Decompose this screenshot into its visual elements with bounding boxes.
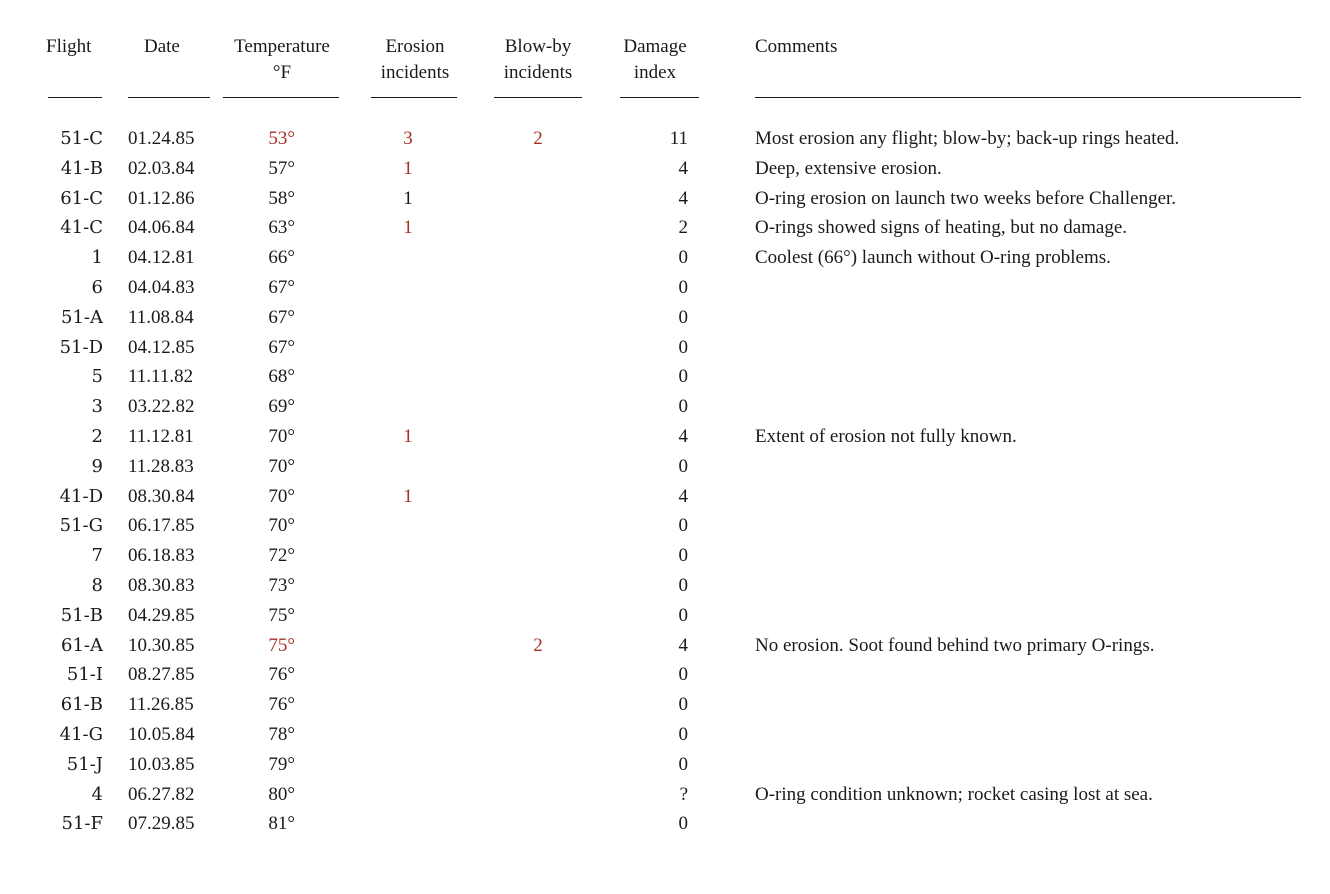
header-blowby-line1: Blow-by: [504, 36, 572, 57]
damage-index-cell: 0: [678, 575, 688, 596]
date-cell: 06.18.83: [128, 545, 195, 567]
date-cell: 08.30.83: [128, 575, 195, 596]
temperature-cell: 76°: [268, 664, 295, 686]
damage-index-cell: 4: [678, 634, 688, 656]
blowby-cell: 2: [533, 128, 543, 149]
temperature-cell: 68°: [268, 366, 295, 388]
erosion-cell: 3: [403, 128, 413, 149]
date-cell: 11.26.85: [128, 694, 194, 716]
flight-cell: 9: [91, 455, 103, 477]
table-row: [0, 780, 1330, 810]
header-temperature: [220, 34, 344, 86]
flight-cell: 51-G: [59, 515, 103, 537]
table-row: [0, 541, 1330, 571]
date-cell: 08.27.85: [128, 664, 195, 686]
date-cell: 11.08.84: [128, 306, 194, 328]
header-erosion-line1: Erosion: [385, 36, 445, 57]
table-row: [0, 184, 1330, 214]
temperature-cell: 76°: [268, 694, 295, 716]
date-cell: 11.28.83: [128, 455, 194, 477]
temperature-cell: 57°: [268, 157, 295, 179]
date-cell: 10.30.85: [128, 634, 195, 656]
header-flight: Flight: [46, 36, 92, 57]
damage-index-cell: 0: [678, 545, 688, 567]
damage-index-cell: 4: [678, 187, 688, 209]
date-cell: 04.29.85: [128, 604, 195, 626]
date-cell: 04.06.84: [128, 217, 195, 239]
date-cell: 08.30.84: [128, 485, 195, 507]
header-rule-temperature: [223, 97, 339, 98]
temperature-cell: 80°: [268, 783, 295, 805]
flight-cell: 51-B: [60, 604, 103, 626]
damage-index-cell: 0: [678, 753, 688, 775]
flight-cell: 4: [91, 783, 103, 805]
damage-index-cell: 0: [678, 366, 688, 388]
flight-cell: 41-B: [60, 157, 103, 179]
damage-index-cell: 0: [678, 694, 688, 716]
flight-cell: 5: [91, 366, 103, 388]
damage-index-cell: 0: [678, 515, 688, 537]
table-row: [0, 690, 1330, 720]
flight-cell: 61-C: [60, 187, 103, 209]
blowby-cell: 2: [533, 634, 543, 656]
header-blowby-line2: incidents: [503, 62, 573, 83]
header-blowby: [488, 34, 588, 86]
comment-cell: No erosion. Soot found behind two primary O-rings.: [755, 634, 1155, 656]
flight-cell: 8: [91, 575, 103, 596]
flight-cell: 51-A: [61, 306, 103, 328]
header-erosion: [365, 34, 465, 86]
header-damage: [610, 34, 700, 86]
flight-cell: 61-B: [60, 694, 103, 716]
table-row: [0, 720, 1330, 750]
damage-index-cell: 4: [678, 485, 688, 507]
header-rule-blowby: [494, 97, 582, 98]
flight-cell: 51-D: [59, 336, 103, 358]
temperature-cell: 72°: [268, 545, 295, 567]
flight-cell: 3: [91, 396, 103, 418]
table-row: [0, 303, 1330, 333]
table-row: [0, 213, 1330, 243]
damage-index-cell: 0: [678, 336, 688, 358]
date-cell: 04.04.83: [128, 277, 195, 298]
damage-index-cell: 4: [678, 426, 688, 447]
erosion-cell: 1: [403, 426, 413, 447]
date-cell: 03.22.82: [128, 396, 195, 418]
table-row: [0, 273, 1330, 303]
header-rule-damage: [620, 97, 699, 98]
temperature-cell: 70°: [268, 485, 295, 507]
table-row: [0, 333, 1330, 363]
temperature-cell: 53°: [268, 128, 295, 149]
temperature-cell: 66°: [268, 247, 295, 269]
header-comments: Comments: [755, 36, 838, 57]
header-rule-date: [128, 97, 210, 98]
header-rule-comments: [755, 97, 1301, 98]
date-cell: 04.12.85: [128, 336, 195, 358]
temperature-cell: 69°: [268, 396, 295, 418]
date-cell: 06.27.82: [128, 783, 195, 805]
header-rule-erosion: [371, 97, 457, 98]
flight-cell: 51-C: [60, 128, 103, 149]
comment-cell: Deep, extensive erosion.: [755, 157, 942, 179]
flight-cell: 51-J: [66, 753, 103, 775]
erosion-cell: 1: [403, 187, 413, 209]
table-row: [0, 362, 1330, 392]
damage-index-cell: 0: [678, 306, 688, 328]
flight-cell: 51-I: [66, 664, 103, 686]
comment-cell: O-ring condition unknown; rocket casing lost at sea.: [755, 783, 1153, 805]
damage-index-cell: ?: [679, 783, 688, 805]
temperature-cell: 78°: [268, 724, 295, 745]
comment-cell: Extent of erosion not fully known.: [755, 426, 1017, 447]
date-cell: 11.11.82: [128, 366, 194, 388]
damage-index-cell: 0: [678, 664, 688, 686]
temperature-cell: 70°: [268, 426, 295, 447]
table-row: [0, 571, 1330, 601]
temperature-cell: 67°: [268, 306, 295, 328]
temperature-cell: 70°: [268, 515, 295, 537]
table-row: [0, 154, 1330, 184]
comment-cell: O-rings showed signs of heating, but no damage.: [755, 217, 1128, 239]
erosion-cell: 1: [403, 157, 413, 179]
flight-cell: 51-F: [61, 813, 103, 835]
table-row: [0, 422, 1330, 452]
table-row: [0, 482, 1330, 512]
damage-index-cell: 4: [678, 157, 688, 179]
temperature-cell: 67°: [268, 277, 295, 298]
table-row: [0, 243, 1330, 273]
header-temperature-unit: °F: [272, 62, 292, 83]
flight-cell: 41-G: [59, 724, 103, 745]
date-cell: 01.24.85: [128, 128, 195, 149]
flight-cell: 41-D: [59, 485, 103, 507]
date-cell: 06.17.85: [128, 515, 195, 537]
table-row: [0, 392, 1330, 422]
table-row: [0, 511, 1330, 541]
date-cell: 10.03.85: [128, 753, 195, 775]
temperature-cell: 63°: [268, 217, 295, 239]
temperature-cell: 81°: [268, 813, 295, 835]
comment-cell: Coolest (66°) launch without O-ring problems.: [755, 247, 1111, 269]
table-row: [0, 124, 1330, 154]
temperature-cell: 67°: [268, 336, 295, 358]
flight-cell: 1: [91, 247, 103, 269]
damage-index-cell: 0: [678, 813, 688, 835]
date-cell: 02.03.84: [128, 157, 195, 179]
header-rule-flight: [48, 97, 102, 98]
temperature-cell: 58°: [268, 187, 295, 209]
flight-cell: 2: [91, 426, 103, 447]
table-row: [0, 601, 1330, 631]
header-date: Date: [144, 36, 180, 57]
date-cell: 01.12.86: [128, 187, 195, 209]
flight-cell: 61-A: [61, 634, 103, 656]
damage-index-cell: 0: [678, 604, 688, 626]
damage-index-cell: 0: [678, 396, 688, 418]
date-cell: 07.29.85: [128, 813, 195, 835]
table-row: [0, 750, 1330, 780]
damage-index-cell: 0: [678, 247, 688, 269]
header-temperature-line1: Temperature: [234, 36, 330, 57]
erosion-cell: 1: [403, 217, 413, 239]
temperature-cell: 70°: [268, 455, 295, 477]
flight-cell: 6: [91, 277, 103, 298]
damage-index-cell: 0: [678, 277, 688, 298]
table-row: [0, 452, 1330, 482]
damage-index-cell: 0: [678, 724, 688, 745]
damage-index-cell: 0: [678, 455, 688, 477]
date-cell: 10.05.84: [128, 724, 195, 745]
temperature-cell: 75°: [268, 634, 295, 656]
damage-index-cell: 2: [678, 217, 688, 239]
flight-cell: 41-C: [60, 217, 103, 239]
temperature-cell: 79°: [268, 753, 295, 775]
damage-index-cell: 11: [669, 128, 688, 149]
table-row: [0, 660, 1330, 690]
header-erosion-line2: incidents: [380, 62, 450, 83]
comment-cell: O-ring erosion on launch two weeks before Challenger.: [755, 187, 1177, 209]
table-row: [0, 809, 1330, 839]
table-row: [0, 631, 1330, 661]
header-damage-line1: Damage: [623, 36, 687, 57]
flight-cell: 7: [91, 545, 103, 567]
temperature-cell: 73°: [268, 575, 295, 596]
erosion-cell: 1: [403, 485, 413, 507]
date-cell: 04.12.81: [128, 247, 195, 269]
temperature-cell: 75°: [268, 604, 295, 626]
comment-cell: Most erosion any flight; blow-by; back-up rings heated.: [755, 128, 1180, 149]
date-cell: 11.12.81: [128, 426, 194, 447]
header-damage-line2: index: [633, 62, 677, 83]
